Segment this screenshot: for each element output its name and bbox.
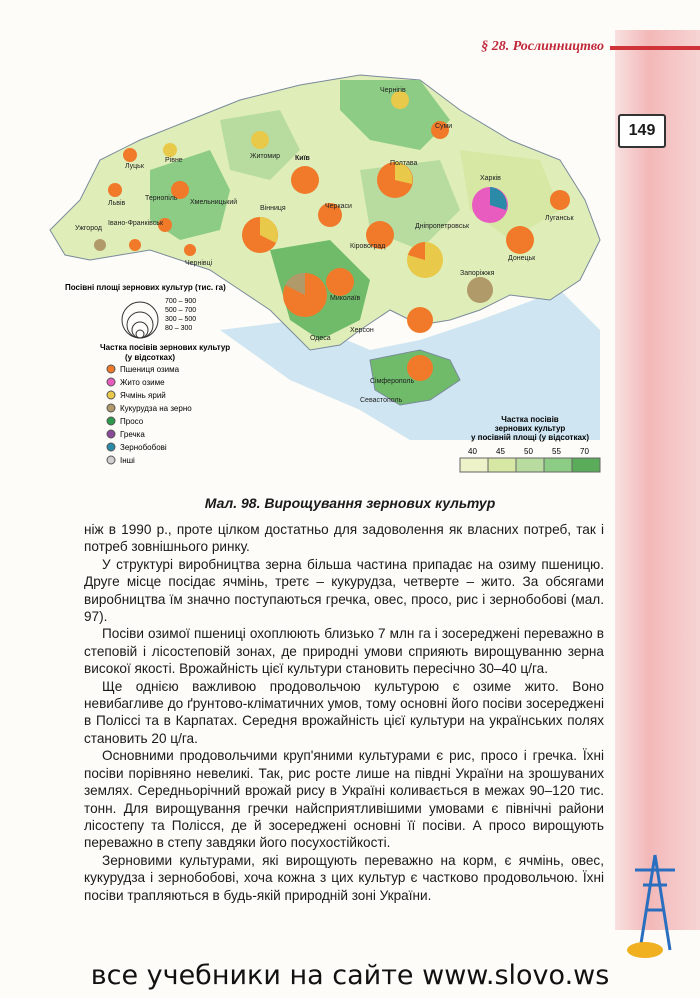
crop-legend-label: Інші [120, 456, 135, 465]
pie-donetsk [506, 226, 534, 254]
paragraph: Зерновими культурами, які вирощують переважно на корм, є ячмінь, овес, кукурудза і зернобобові, хоча кожна з цих культур є частково продовольчою. Їхні посіви трапляються в будь-якій природній зоні України. [84, 852, 604, 903]
city-label: Кіровоград [350, 243, 386, 250]
share-legend-swatch [544, 458, 572, 472]
city-label: Чернігів [380, 87, 406, 94]
crop-legend-label: Пшениця озима [120, 365, 180, 374]
crop-legend-swatch [107, 365, 115, 373]
share-legend-swatch [488, 458, 516, 472]
share-legend-title: у посівній площі (у відсотках) [470, 433, 590, 442]
city-label: Тернопіль [145, 195, 178, 202]
city-label: Луганськ [545, 215, 574, 222]
section-title: § 28. Рослинництво [481, 39, 604, 54]
ukraine-grain-map [40, 50, 612, 482]
crop-legend-label: Зернобобові [120, 443, 167, 452]
paragraph: Основними продовольчими круп'яними культурами є рис, просо і гречка. Їхні посіви порівняно невеликі. Так, рис росте лише на півдні України на зрошуваних землях. Середньорічний врожай рису в Україні коливається в межах 90–120 тис. тонн. Для вирощування гречки найсприятливішими умовами є північні райони лісостепу та Полісся, де й зосереджені основні її посіви. А просо вирощують переважно в степу завдяки його посухостійкості. [84, 748, 604, 851]
city-label: Ужгород [75, 225, 102, 232]
city-label: Луцьк [125, 163, 144, 170]
city-label: Чернівці [185, 260, 213, 267]
crop-legend-label: Ячмінь ярий [120, 391, 166, 400]
city-label: Житомир [250, 153, 281, 160]
crop-legend-swatch [107, 430, 115, 438]
page-edge-decoration [615, 30, 700, 930]
crop-legend-label: Просо [120, 417, 144, 426]
share-legend-tick: 40 [468, 447, 477, 456]
city-label: Івано-Франківськ [108, 220, 164, 227]
share-legend-title: зернових культур [494, 424, 566, 433]
city-label: Донецьк [508, 255, 536, 262]
city-label: Харків [480, 175, 501, 182]
city-label: Запоріжжя [460, 270, 495, 277]
city-label: Хмельницький [190, 199, 238, 206]
city-label: Вінниця [260, 205, 286, 212]
crop-legend-swatch [107, 378, 115, 386]
power-tower-icon [615, 850, 700, 960]
pie-luhansk [550, 190, 570, 210]
paragraph: У структурі виробництва зерна більша частина припадає на озиму пшеницю. Друге місце посідає ячмінь, третє – кукурудза, четверте – жито. За обсягами виробництва їм значно поступаються гречка, овес, просо, рис і зернобобові (мал. 97). [84, 556, 604, 625]
city-label: Одеса [310, 335, 331, 342]
pie-uzhhorod [94, 239, 106, 251]
pie-ivano-frankivsk [129, 239, 141, 251]
share-legend-swatch [460, 458, 488, 472]
crop-legend-swatch [107, 404, 115, 412]
city-label: Севастополь [360, 397, 403, 404]
pie-zaporizhzhia [467, 277, 493, 303]
area-range: 700 – 900 [165, 298, 197, 305]
figure-caption: Мал. 98. Вирощування зернових культур [204, 495, 496, 511]
crop-legend-label: Жито озиме [120, 378, 165, 387]
share-legend-title: Частка посівів [501, 415, 559, 424]
area-range: 500 – 700 [165, 307, 197, 314]
share-legend-tick: 50 [524, 447, 533, 456]
footer-watermark: все учебники на сайте www.slovo.ws [90, 960, 610, 991]
crop-legend-title: Частка посівів зернових культур [100, 343, 231, 352]
paragraph: Посіви озимої пшениці охоплюють близько 7 млн га і зосереджені переважно в степовій і лісостеповій зонах, де природні умови сприяють вирощуванню зерна високої якості. Врожайність цієї культури становить пересічно 30–40 ц/га. [84, 626, 604, 677]
city-label: Сімферополь [370, 378, 415, 385]
share-legend-tick: 45 [496, 447, 505, 456]
pie-kyiv [291, 166, 319, 194]
pie-mykolaiv [326, 268, 354, 296]
crop-legend-label: Кукурудза на зерно [120, 404, 192, 413]
city-label: Рівне [165, 157, 183, 164]
crop-legend [100, 343, 230, 465]
city-label: Миколаїв [330, 295, 361, 302]
city-label: Дніпропетровськ [415, 223, 470, 230]
area-legend [65, 283, 226, 338]
share-legend-swatch [516, 458, 544, 472]
city-label: Черкаси [325, 203, 352, 210]
crop-legend-subtitle: (у відсотках) [125, 353, 176, 362]
city-label: Львів [108, 200, 126, 207]
page-number: 149 [618, 114, 666, 148]
crop-legend-swatch [107, 443, 115, 451]
crop-legend-swatch [107, 417, 115, 425]
pie-chernivtsi [184, 244, 196, 256]
share-legend-tick: 55 [552, 447, 561, 456]
city-label: Суми [435, 123, 453, 130]
header-rule [610, 46, 700, 50]
crop-legend-swatch [107, 456, 115, 464]
area-legend-title: Посівні площі зернових культур (тис. га) [65, 283, 226, 292]
share-legend-tick: 70 [580, 447, 589, 456]
share-legend-swatch [572, 458, 600, 472]
pie-zhytomyr [251, 131, 269, 149]
pie-kherson [407, 307, 433, 333]
pie-lviv [108, 183, 122, 197]
body-text [84, 521, 604, 904]
pie-lutsk [123, 148, 137, 162]
area-range: 80 – 300 [165, 325, 193, 332]
crop-legend-label: Гречка [120, 430, 145, 439]
area-range: 300 – 500 [165, 316, 197, 323]
city-label: Київ [295, 155, 310, 162]
paragraph: Ще однією важливою продовольчою культурою є озиме жито. Воно невибагливе до ґрунтово-кліматичних умов, тому основні його посіви зосереджені в Поліссі та в Карпатах. Середня врожайність цієї культури на українських полях становить 20 ц/га. [84, 678, 604, 746]
paragraph: ніж в 1990 р., проте цілком достатньо для задоволення як власних потреб, так і потреб зовнішнього ринку. [84, 522, 604, 555]
crop-legend-swatch [107, 391, 115, 399]
pie-rivne [163, 143, 177, 157]
city-label: Херсон [350, 327, 374, 334]
city-label: Полтава [390, 160, 418, 167]
